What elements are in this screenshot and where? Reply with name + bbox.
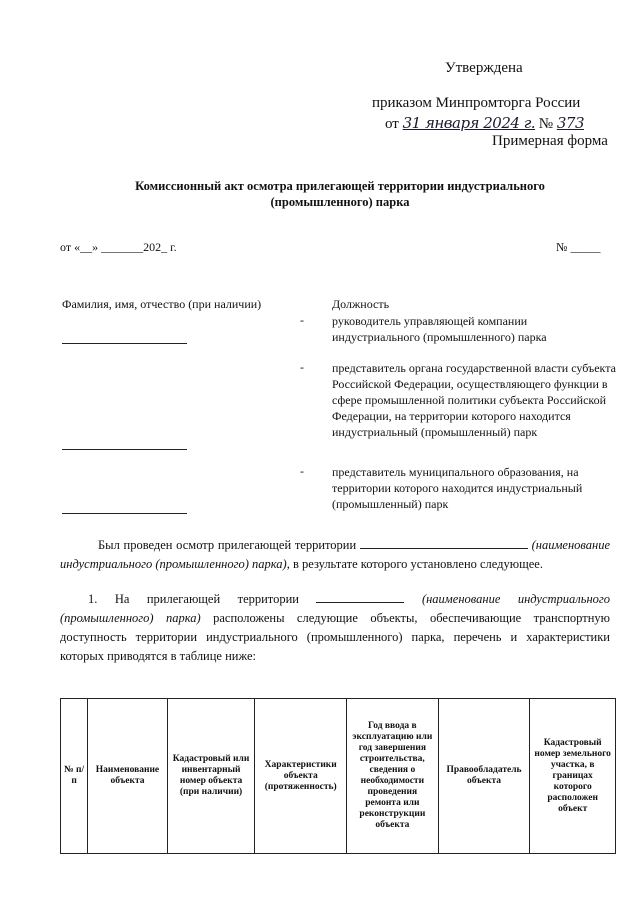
document-title bbox=[60, 178, 620, 210]
act-number-line: № _____ bbox=[556, 240, 601, 254]
col-rights-holder: Правообладатель объекта bbox=[438, 699, 530, 854]
paragraph2-lead: 1. На прилегающей территории bbox=[88, 592, 299, 606]
col-object-name: Наименование объекта bbox=[88, 699, 168, 854]
paragraph2-rest: расположены следующие объекты, обеспечивающие транспортную доступность территории индустриального (промышленного) парка, перечень и характеристики которых приводятся в таблице ниже: bbox=[60, 611, 611, 663]
order-number-handwritten: 373 bbox=[556, 114, 584, 132]
role-regional-authority: представитель органа государственной власти субъекта Российской Федерации, осуществляющего функции в сфере промышленной политики субъекта Российской Федерации, на территории которого находится индустриальный (промышленный) парк bbox=[332, 361, 616, 439]
paragraph-objects bbox=[60, 590, 610, 666]
order-date-number bbox=[385, 114, 584, 133]
signature-line-3 bbox=[62, 513, 187, 514]
order-reference: приказом Минпромторга России bbox=[372, 95, 581, 111]
sample-form-label: Примерная форма bbox=[492, 133, 608, 149]
table-header-row bbox=[61, 699, 616, 854]
paragraph2-italic-1: (наименование индустриального bbox=[421, 592, 611, 606]
order-number-label: № bbox=[538, 116, 554, 132]
approved-label: Утверждена bbox=[445, 60, 523, 76]
col-number: № п/п bbox=[61, 699, 88, 854]
col-commissioning-year: Год ввода в эксплуатацию или год завершения строительства, сведения о необходимости проведения ремонта или реконструкции объекта bbox=[347, 699, 439, 854]
role-dash-3: - bbox=[300, 464, 304, 478]
park-name-blank bbox=[316, 590, 404, 603]
paragraph1-rest: в результате которого установлено следующее. bbox=[292, 557, 543, 571]
role-municipality: представитель муниципального образования, на территории которого находится индустриальный (промышленный) парк bbox=[332, 465, 583, 511]
paragraph2-italic-2: (промышленного) парка) bbox=[60, 611, 201, 625]
role-dash-1: - bbox=[300, 313, 304, 327]
col-land-plot-number: Кадастровый номер земельного участка, в границах которого расположен объект bbox=[530, 699, 616, 854]
role-dash-2: - bbox=[300, 360, 304, 374]
signature-line-2 bbox=[62, 449, 187, 450]
paragraph-inspection bbox=[60, 536, 610, 574]
col-characteristics: Характеристики объекта (протяженность) bbox=[255, 699, 347, 854]
title-line-1: Комиссионный акт осмотра прилегающей территории индустриального bbox=[135, 179, 545, 193]
role-management-company: руководитель управляющей компании индустриального (промышленного) парка bbox=[332, 314, 547, 344]
order-date-handwritten: 31 января 2024 г. bbox=[402, 114, 536, 132]
territory-name-blank bbox=[360, 536, 528, 549]
fio-header: Фамилия, имя, отчество (при наличии) bbox=[62, 297, 262, 311]
act-date-line: от «__» _______202_ г. bbox=[60, 240, 177, 254]
paragraph1-lead: Был проведен осмотр прилегающей территории bbox=[98, 538, 357, 552]
col-cadastral-number: Кадастровый или инвентарный номер объекта (при наличии) bbox=[167, 699, 255, 854]
order-from-label: от bbox=[385, 116, 399, 132]
paragraph1-italic: (наименование индустриального (промышленного) парка), bbox=[60, 538, 611, 571]
objects-table bbox=[60, 698, 616, 854]
position-header: Должность bbox=[332, 297, 390, 311]
title-line-2: (промышленного) парка bbox=[270, 195, 410, 209]
signature-line-1 bbox=[62, 343, 187, 344]
